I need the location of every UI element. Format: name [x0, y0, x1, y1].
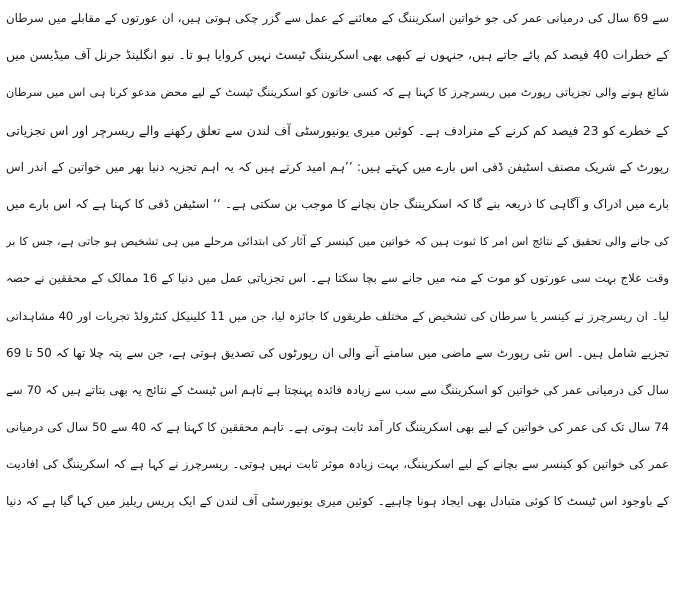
article-body — [6, 0, 669, 521]
article-line: سال کی درمیانی عمر کی خواتین کو اسکریننگ سے سب سے زیادہ فائدہ پہنچتا ہے تاہم اس ٹیسٹ کے نتائج یہ بھی بتاتے ہیں کہ 70 سے — [6, 382, 669, 397]
article-line: عمر کی خواتین کو کینسر سے بچانے کے لیے اسکریننگ، بہت زیادہ موثر ثابت نہیں ہوتی۔ ریسرچرز نے کہا ہے کہ اسکریننگ کی افادیت — [6, 457, 669, 472]
article-line: 74 سال تک کی عمر کی خواتین کے لیے بھی اسکریننگ کار آمد ثابت ہوتی ہے۔ تاہم محققین کا کہنا ہے کہ 40 سے 50 سال کی درمیانی — [6, 420, 669, 435]
article-line: کے خطرے کو 23 فیصد کم کرنے کے مترادف ہے۔ کوئین میری یونیورسٹی آف لندن سے تعلق رکھنے والے ریسرچر اور اس تجزیاتی — [6, 122, 669, 138]
article-line: تجزیے شامل ہیں۔ اس نئی رپورٹ سے ماضی میں سامنے آنے والی ان رپورٹوں کی تصدیق ہوتی ہے، جن سے پتہ چلا تھا کہ 50 تا 69 — [6, 345, 669, 360]
article-line: بارے میں ادراک و آگاہی کا ذریعہ بنے گا کہ اسکریننگ جان بچانے کا موجب بن سکتی ہے۔ ‘‘ اسٹیفن ڈفی کا کہنا ہے کہ اس بارے میں — [6, 196, 669, 211]
article-line: سے 69 سال کی درمیانی عمر کی جو خواتین اسکریننگ کے معائنے کے عمل سے گزر چکی ہوتی ہیں، ان عورتوں کے مقابلے میں سرطان — [6, 11, 669, 25]
article-line: کے باوجود اس ٹیسٹ کا کوئی متبادل بھی ایجاد ہونا چاہیے۔ کوئین میری یونیورسٹی آف لندن کے ایک پریس ریلیز میں کہا گیا ہے کہ دنیا — [6, 494, 669, 509]
article-line: لیا۔ ان ریسرچرز نے کینسر یا سرطان کی تشخیص کے مختلف طریقوں کا جائزہ لیا، جن میں 11 کلینیکل کنٹرولڈ تجربات اور 40 مشاہداتی — [6, 308, 669, 323]
article-line: کے خطرات 40 فیصد کم پائے جاتے ہیں، جنہوں نے کبھی بھی اسکریننگ ٹیسٹ نہیں کروایا ہو تا۔ نیو انگلینڈ جرنل آف میڈیسن میں — [6, 48, 669, 63]
article-line: وقت علاج بہت سی عورتوں کو موت کے منہ میں جانے سے بچا سکتا ہے۔ اس تجزیاتی عمل میں دنیا کے 16 ممالک کے محققین نے حصہ — [6, 271, 669, 286]
article-line: کی جانے والی تحقیق کے نتائج اس امر کا ثبوت ہیں کہ خواتین میں کینسر کے آثار کی ابتدائی مرحلے میں ہی تشخیص ہو جاتی ہے، جس کا بر — [6, 235, 669, 249]
article-line: شائع ہونے والی تجزیاتی رپورٹ میں ریسرچرز کا کہنا ہے کہ کسی خاتون کو اسکریننگ ٹیسٹ کے لیے محض مدعو کرنا ہی اس میں سرطان — [6, 86, 669, 100]
article-line: رپورٹ کے شریک مصنف اسٹیفن ڈفی اس بارے میں کہتے ہیں: ’’ہم امید کرتے ہیں کہ یہ اہم تجزیہ دنیا بھر میں خواتین کے اندر اس — [6, 159, 669, 174]
